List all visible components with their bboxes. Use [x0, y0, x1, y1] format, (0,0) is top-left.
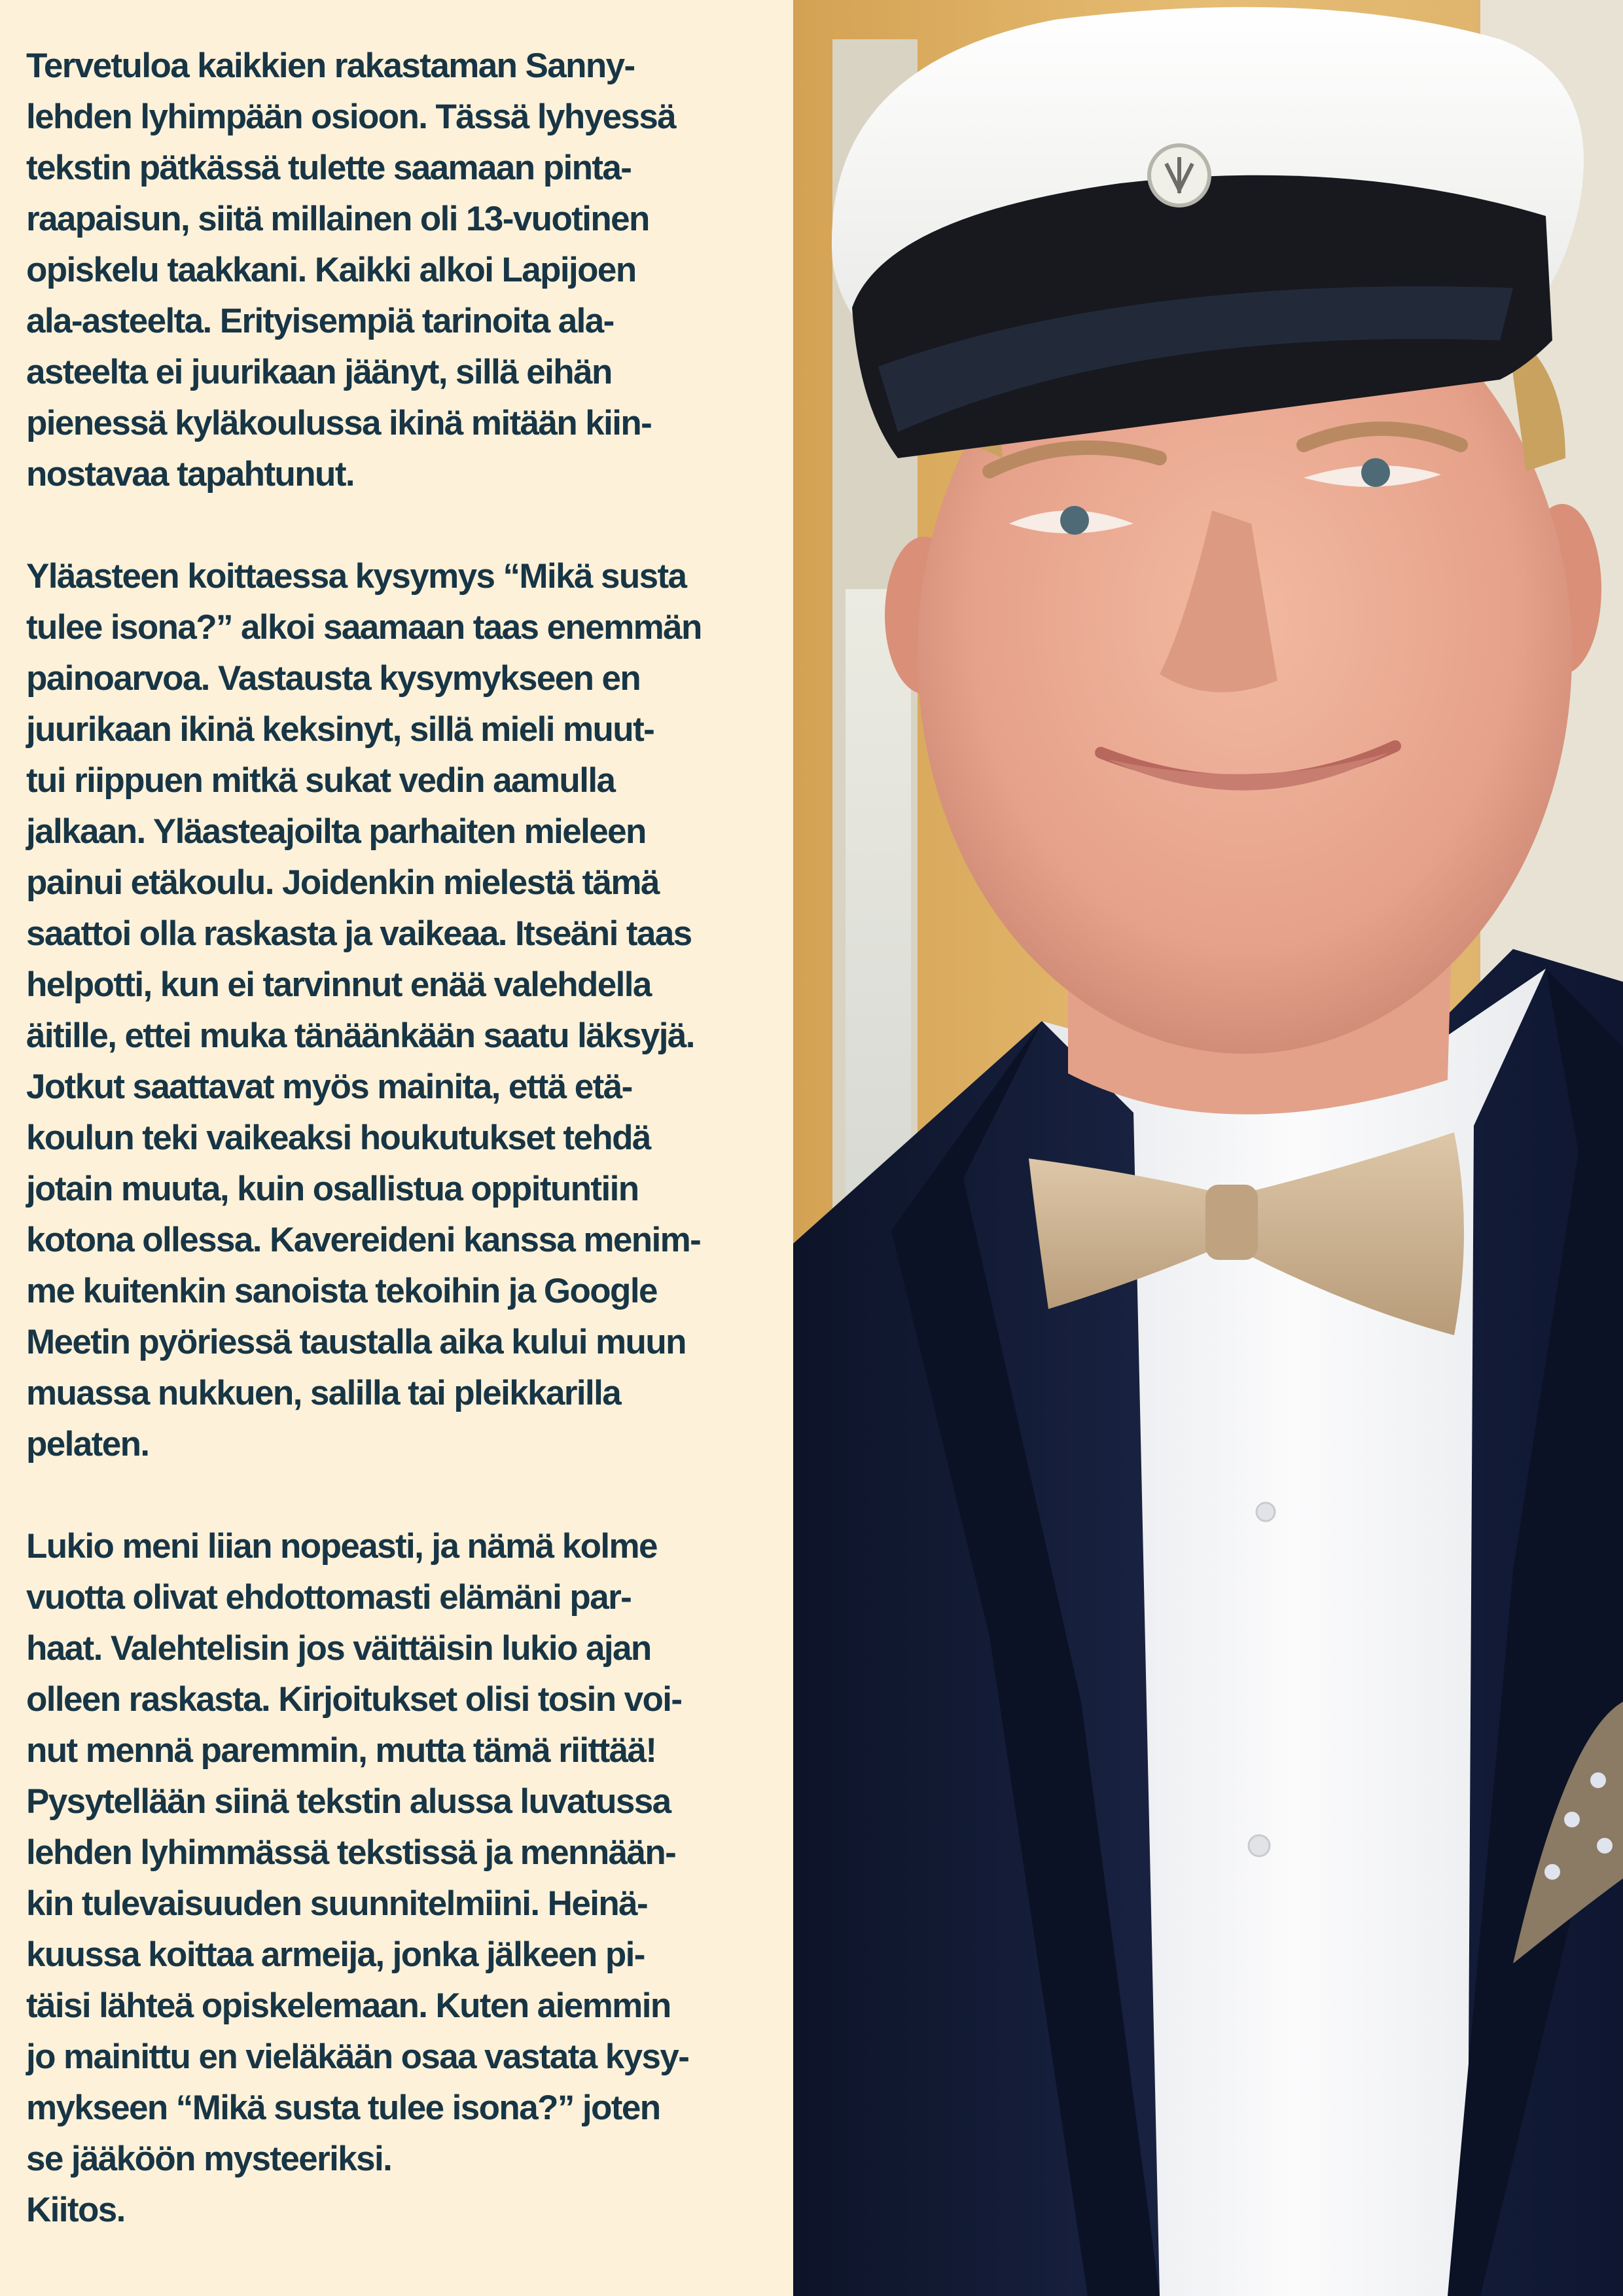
pocket-square-dot: [1597, 1838, 1613, 1854]
article-paragraph-1: Tervetuloa kaikkien rakastaman Sanny- lehden lyhimpään osioon. Tässä lyhyessä tekstin pätkässä tulette saamaan pinta- raapaisun, siitä millainen oli 13-vuotinen opiskelu taakkani. Kaikki alkoi Lapijoen ala-asteelta. Erityisempiä tarinoita ala- asteelta ei juurikaan jäänyt, sillä eihän pienessä kyläkoulussa ikinä mitään kiin- nostavaa tapahtunut.: [26, 46, 676, 493]
shirt-button: [1249, 1835, 1270, 1856]
article-text-column: [0, 0, 793, 2296]
pocket-square-dot: [1590, 1772, 1606, 1788]
left-iris: [1060, 506, 1089, 535]
graduate-portrait-photo: [793, 0, 1623, 2296]
shirt-button: [1257, 1503, 1275, 1521]
right-iris: [1361, 458, 1390, 487]
pocket-square-dot: [1564, 1812, 1580, 1827]
window-pane: [846, 589, 911, 1244]
pocket-square-dot: [1544, 1864, 1560, 1880]
article-paragraph-2: Yläasteen koittaessa kysymys “Mikä susta tulee isona?” alkoi saamaan taas enemmän painoarvoa. Vastausta kysymykseen en juurikaan ikinä keksinyt, sillä mieli muut- tui riippuen mitkä sukat vedin aamulla jalkaan. Yläasteajoilta parhaiten mieleen painui etäkoulu. Joidenkin mielestä tämä saattoi olla raskasta ja vaikeaa. Itseäni taas helpotti, kun ei tarvinnut enää valehdella äitille, ettei muka tänäänkään saatu läksyjä. Jotkut saattavat myös mainita, että etä- koulun teki vaikeaksi houkutukset tehdä jotain muuta, kuin osallistua oppituntiin kotona ollessa. Kavereideni kanssa menim- me kuitenkin sanoista tekoihin ja Google Meetin pyöriessä taustalla aika kului muun muassa nukkuen, salilla tai pleikkarilla pelaten.: [26, 557, 702, 1463]
bowtie-knot: [1205, 1185, 1258, 1260]
article-paragraph-3: Lukio meni liian nopeasti, ja nämä kolme vuotta olivat ehdottomasti elämäni par- haat. Valehtelisin jos väittäisin lukio ajan olleen raskasta. Kirjoitukset olisi tosin voi- nut mennä paremmin, mutta tämä riittää! Pysytellään siinä tekstin alussa luvatussa lehden lyhimmässä tekstissä ja mennään- kin tulevaisuuden suunnitelmiini. Heinä- kuussa koittaa armeija, jonka jälkeen pi- täisi lähteä opiskelemaan. Kuten aiemmin jo mainittu en vieläkään osaa vastata kysy- mykseen “Mikä susta tulee isona?” joten se jääköön mysteeriksi. Kiitos.: [26, 1527, 689, 2229]
